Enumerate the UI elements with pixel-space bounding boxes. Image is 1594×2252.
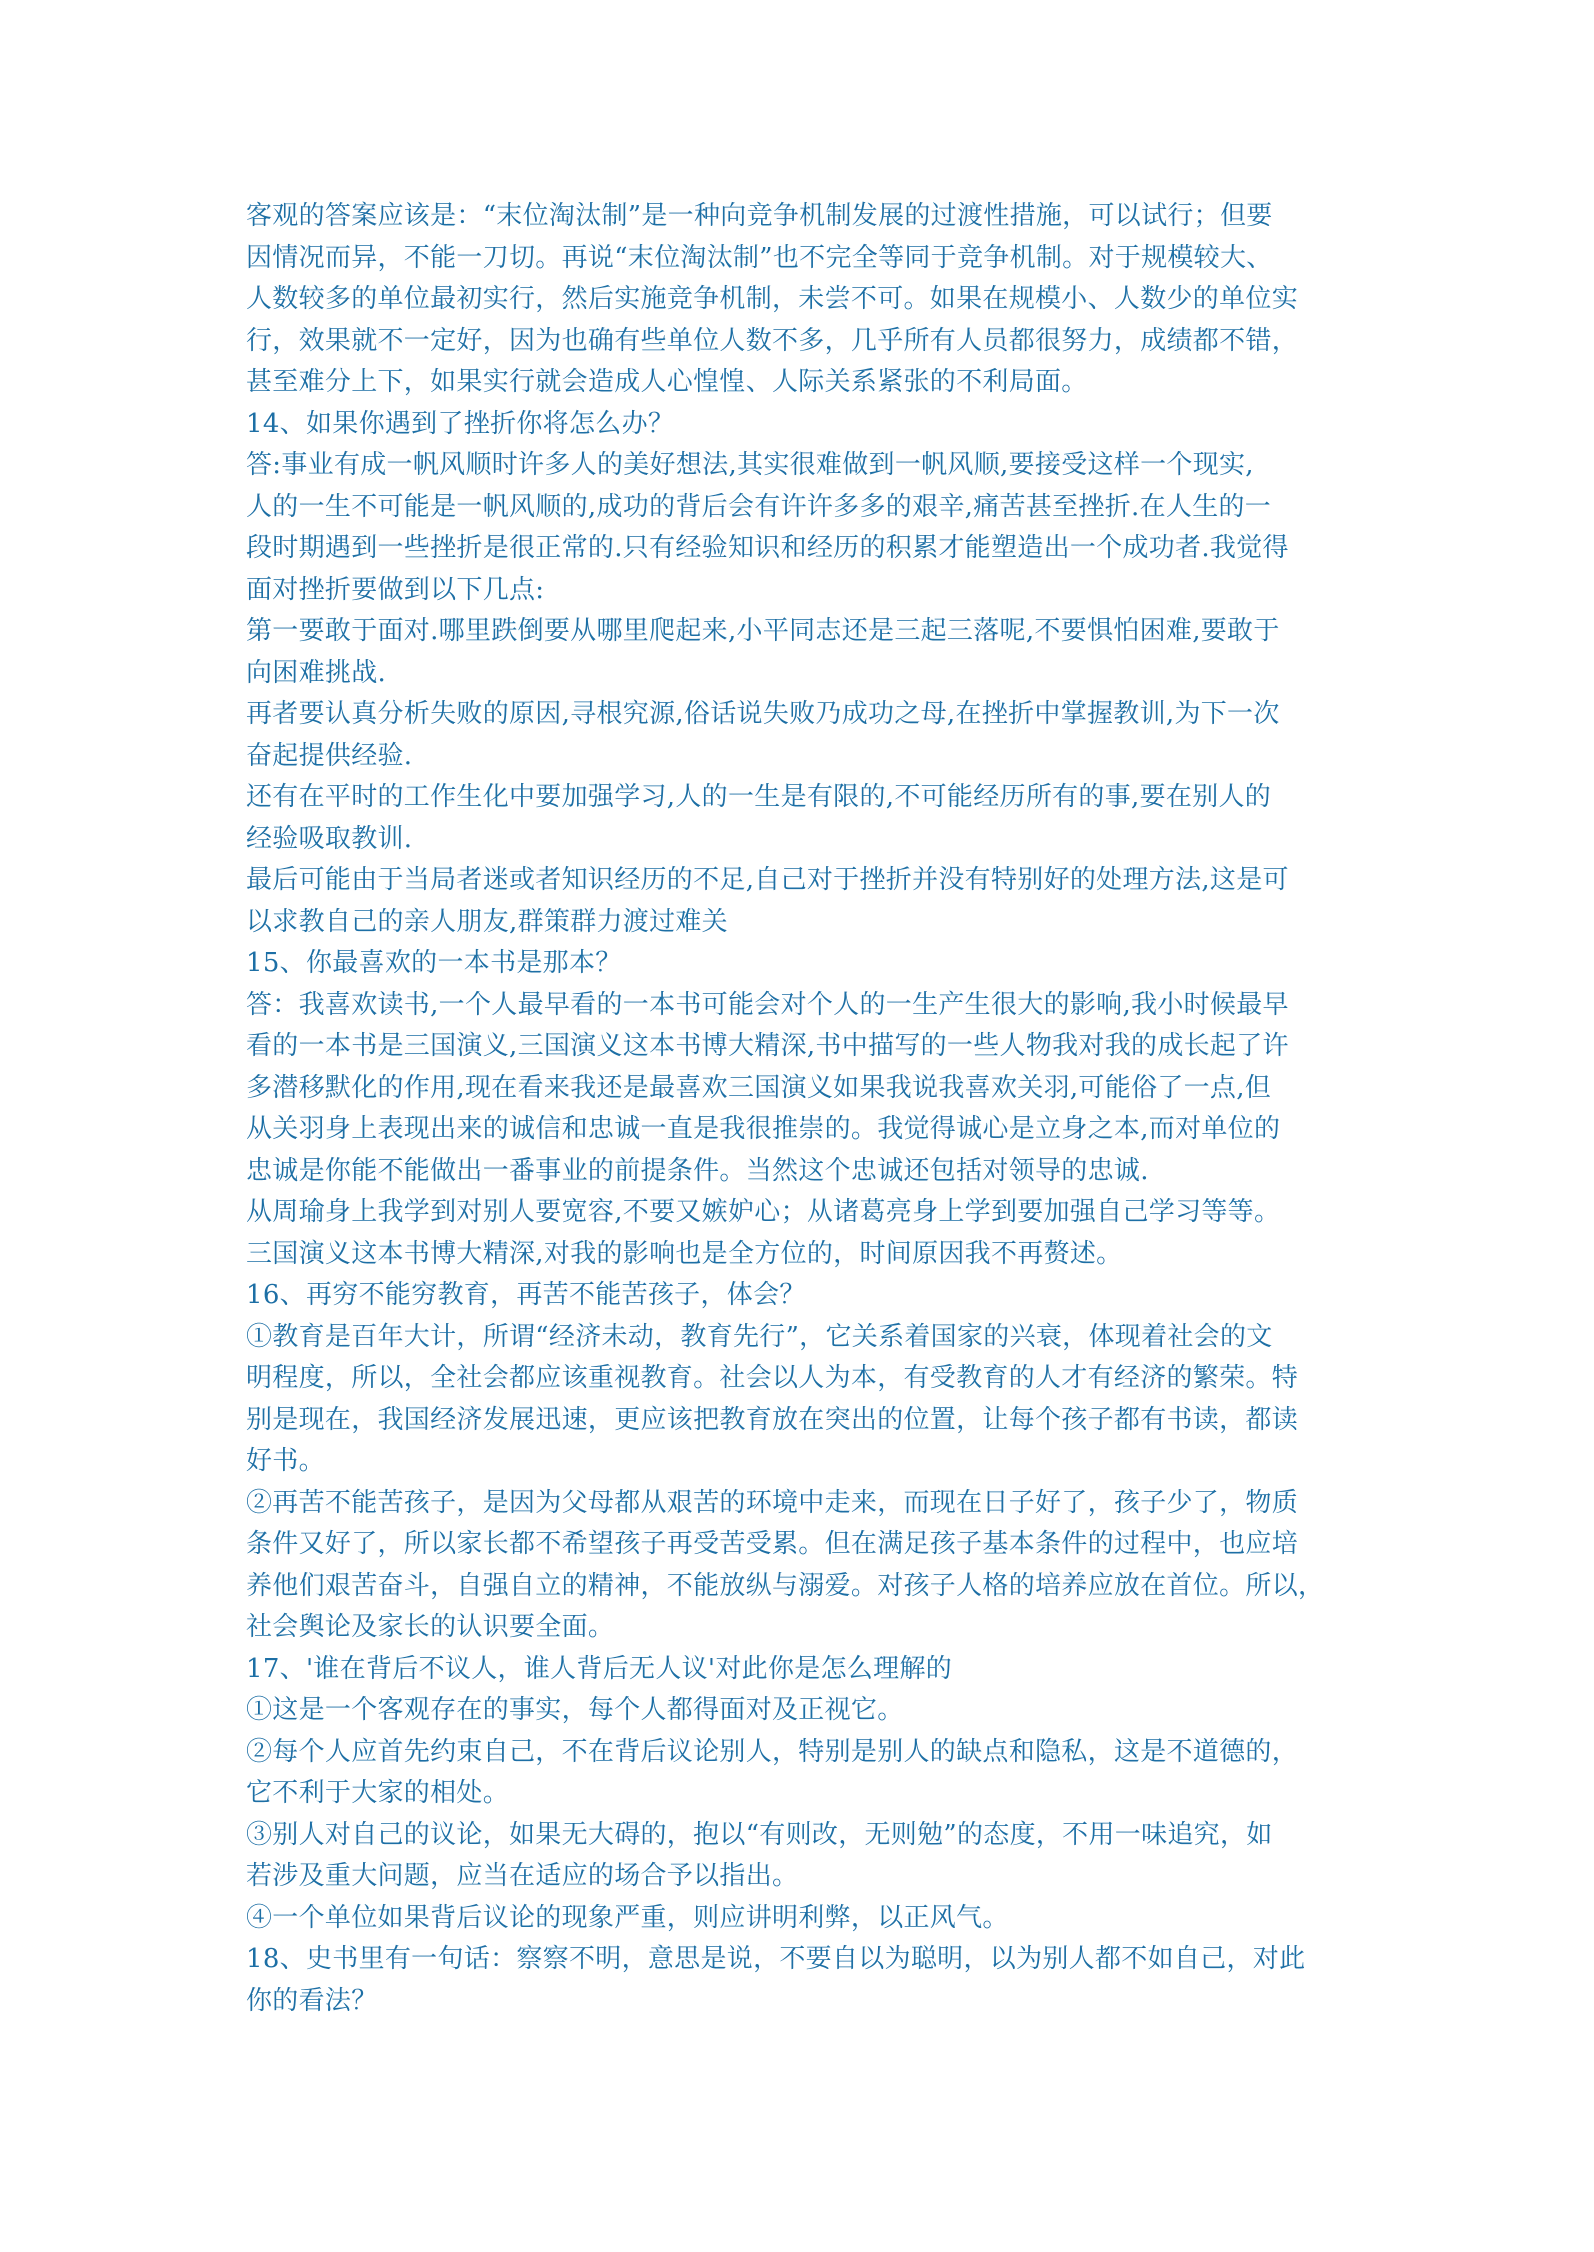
text-line: ②每个人应首先约束自己，不在背后议论别人，特别是别人的缺点和隐私，这是不道德的，	[246, 1736, 1299, 1767]
text-line: 15、你最喜欢的一本书是那本？	[246, 948, 622, 978]
text-line: 多潜移默化的作用,现在看来我还是最喜欢三国演义如果我说我喜欢关羽,可能俗了一点,但	[246, 1072, 1272, 1103]
text-line: 人的一生不可能是一帆风顺的,成功的背后会有许许多多的艰辛,痛苦甚至挫折.在人生的一	[246, 491, 1272, 522]
text-line: 答：我喜欢读书,一个人最早看的一本书可能会对个人的一生产生很大的影响,我小时候最早	[246, 989, 1289, 1020]
text-line: 条件又好了，所以家长都不希望孩子再受苦受累。但在满足孩子基本条件的过程中，也应培	[246, 1529, 1299, 1559]
text-line: 你的看法？	[246, 1985, 378, 2016]
text-line: ①这是一个客观存在的事实，每个人都得面对及正视它。	[246, 1695, 904, 1725]
text-line: ④一个单位如果背后议论的现象严重，则应讲明利弊，以正风气。	[246, 1902, 1009, 1933]
text-line: 客观的答案应该是：“末位淘汰制”是一种向竞争机制发展的过渡性措施，可以试行；但要	[246, 201, 1273, 231]
text-line: 段时期遇到一些挫折是很正常的.只有经验知识和经历的积累才能塑造出一个成功者.我觉得	[246, 533, 1289, 563]
text-line: 它不利于大家的相处。	[246, 1778, 510, 1808]
text-line: 从关羽身上表现出来的诚信和忠诚一直是我很推崇的。我觉得诚心是立身之本,而对单位的	[246, 1114, 1281, 1144]
text-line: 14、如果你遇到了挫折你将怎么办？	[246, 408, 675, 439]
text-line: 答:事业有成一帆风顺时许多人的美好想法,其实很难做到一帆风顺,要接受这样一个现实,	[246, 450, 1254, 480]
text-line: 第一要敢于面对.哪里跌倒要从哪里爬起来,小平同志还是三起三落呢,不要惧怕困难,要敢于	[246, 616, 1280, 646]
text-line: 经验吸取教训.	[246, 823, 413, 854]
text-line: 人数较多的单位最初实行，然后实施竞争机制，未尝不可。如果在规模小、人数少的单位实	[246, 284, 1299, 314]
text-line: 最后可能由于当局者迷或者知识经历的不足,自己对于挫折并没有特别好的处理方法,这是可	[246, 865, 1289, 895]
text-line: 向困难挑战.	[246, 657, 387, 688]
text-line: 好书。	[246, 1446, 325, 1476]
text-line: 再者要认真分析失败的原因,寻根究源,俗话说失败乃成功之母,在挫折中掌握教训,为下一次	[246, 699, 1280, 729]
text-line: 以求教自己的亲人朋友,群策群力渡过难关	[246, 906, 728, 937]
text-line: 18、史书里有一句话：察察不明，意思是说，不要自以为聪明，以为别人都不如自己，对此	[246, 1944, 1306, 1974]
text-line: ③别人对自己的议论，如果无大碍的，抱以“有则改，无则勉”的态度，不用一味追究，如	[246, 1819, 1273, 1850]
text-line: 社会舆论及家长的认识要全面。	[246, 1612, 615, 1642]
text-line: 看的一本书是三国演义,三国演义这本书博大精深,书中描写的一些人物我对我的成长起了许	[246, 1031, 1289, 1061]
text-line: 养他们艰苦奋斗，自强自立的精神，不能放纵与溺爱。对孩子人格的培养应放在首位。所以，	[246, 1570, 1325, 1601]
text-line: 别是现在，我国经济发展迅速，更应该把教育放在突出的位置，让每个孩子都有书读，都读	[246, 1404, 1299, 1435]
text-line: 面对挫折要做到以下几点:	[246, 574, 545, 605]
document-page	[246, 196, 1356, 2022]
text-line: 甚至难分上下，如果实行就会造成人心惶惶、人际关系紧张的不利局面。	[246, 367, 1088, 397]
text-line: 因情况而异，不能一刀切。再说“末位淘汰制”也不完全等同于竞争机制。对于规模较大、	[246, 242, 1273, 273]
text-line: ①教育是百年大计，所谓“经济未动，教育先行”，它关系着国家的兴衰，体现着社会的文	[246, 1321, 1273, 1352]
text-line: 从周瑜身上我学到对别人要宽容,不要又嫉妒心；从诸葛亮身上学到要加强自己学习等等。	[246, 1197, 1281, 1227]
text-line: 明程度，所以，全社会都应该重视教育。社会以人为本，有受教育的人才有经济的繁荣。特	[246, 1363, 1299, 1393]
text-line: ②再苦不能苦孩子，是因为父母都从艰苦的环境中走来，而现在日子好了，孩子少了，物质	[246, 1487, 1299, 1518]
text-line: 17、'谁在背后不议人，谁人背后无人议'对此你是怎么理解的	[246, 1653, 953, 1684]
text-line: 三国演义这本书博大精深,对我的影响也是全方位的，时间原因我不再赘述。	[246, 1238, 1123, 1269]
text-line: 奋起提供经验.	[246, 740, 413, 771]
text-line: 忠诚是你能不能做出一番事业的前提条件。当然这个忠诚还包括对领导的忠诚.	[246, 1155, 1149, 1186]
text-line: 若涉及重大问题，应当在适应的场合予以指出。	[246, 1861, 799, 1891]
text-line: 还有在平时的工作生化中要加强学习,人的一生是有限的,不可能经历所有的事,要在别人的	[246, 782, 1272, 812]
text-line: 行，效果就不一定好，因为也确有些单位人数不多，几乎所有人员都很努力，成绩都不错，	[246, 325, 1299, 356]
text-line: 16、再穷不能穷教育，再苦不能苦孩子，体会？	[246, 1280, 806, 1310]
